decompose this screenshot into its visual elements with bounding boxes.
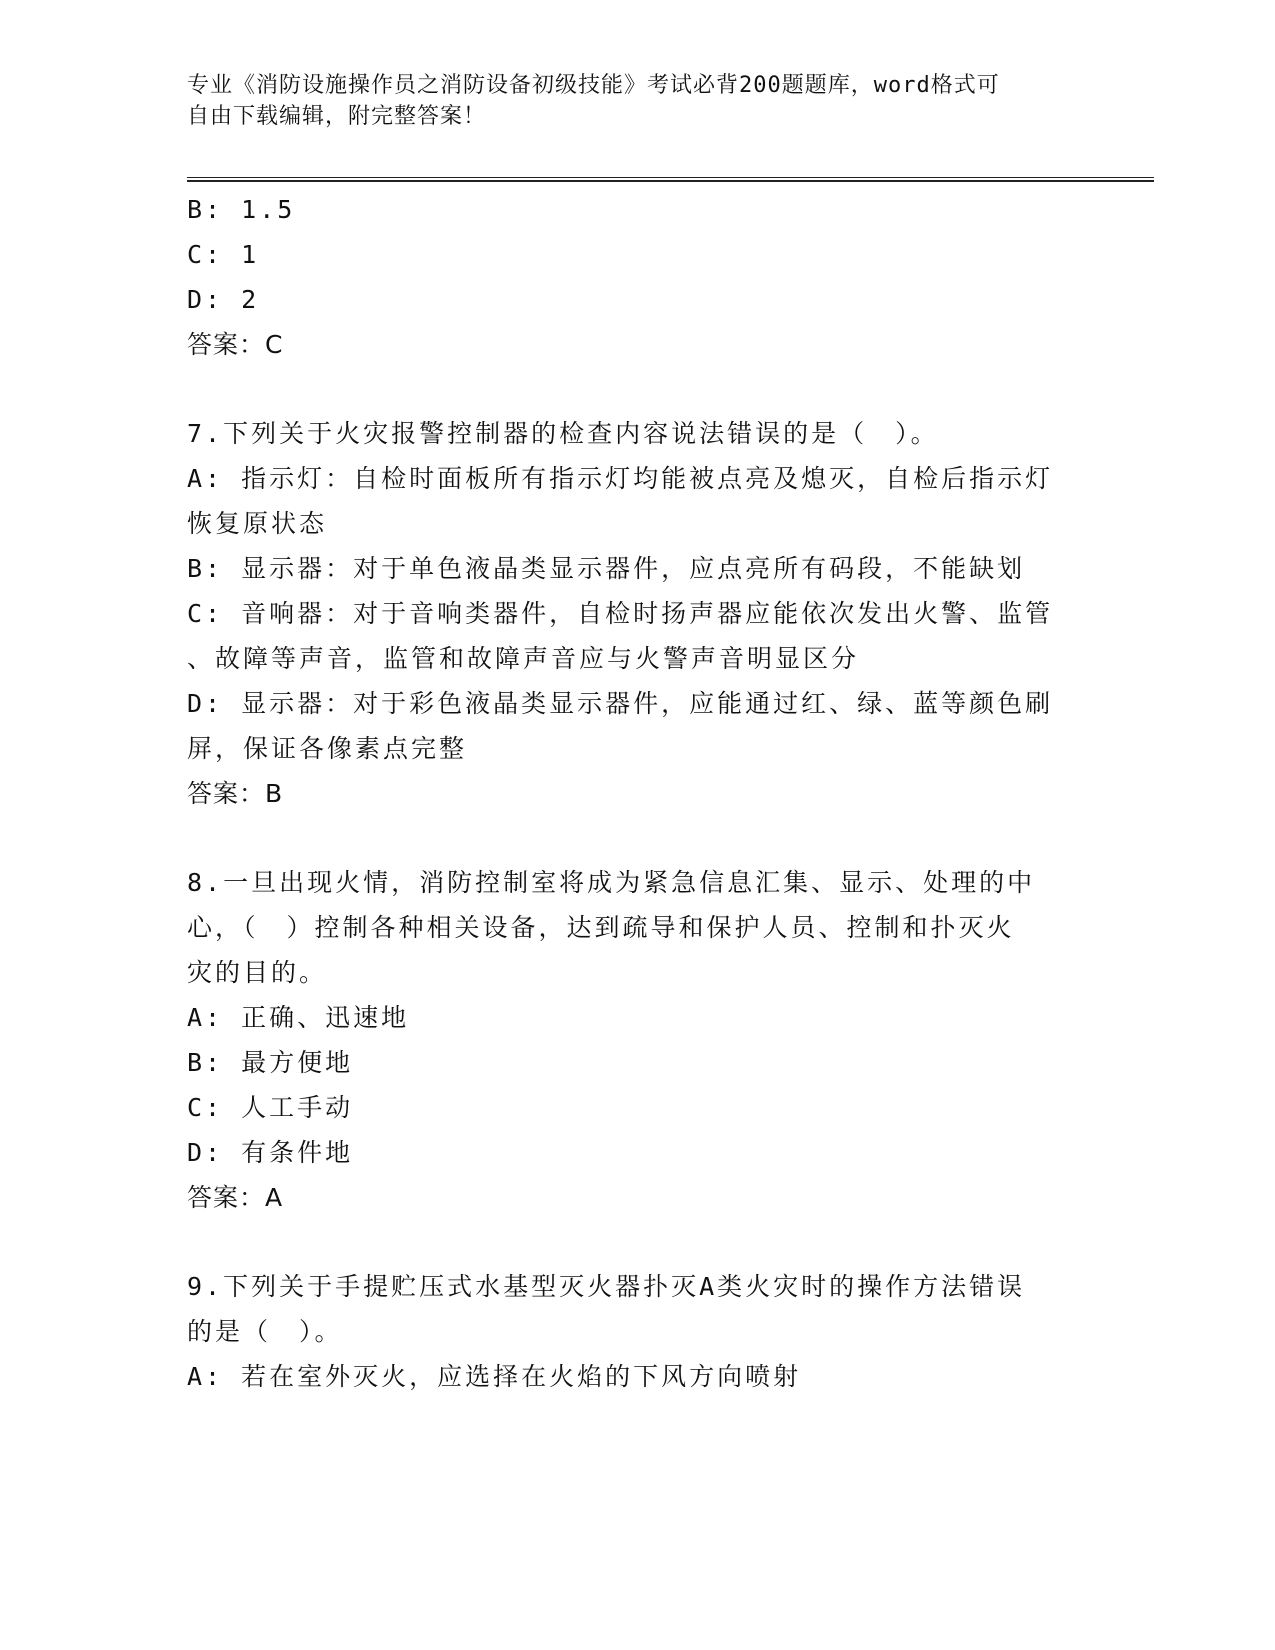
header-line-2: 自由下载编辑，附完整答案！: [187, 104, 487, 129]
option-d-continued: 屏，保证各像素点完整: [187, 734, 468, 763]
document-header: [187, 70, 1067, 132]
option-b: B: 最方便地: [187, 1048, 354, 1077]
question-7: [187, 411, 1087, 816]
question-stem-continued: 的是（ ）。: [187, 1317, 343, 1346]
option-d: D: 2: [187, 285, 260, 314]
answer: 答案：B: [187, 779, 284, 808]
question-stem-continued: 灾的目的。: [187, 958, 328, 987]
header-line-1: 专业《消防设施操作员之消防设备初级技能》考试必背200题题库，word格式可: [187, 73, 1000, 98]
option-c-continued: 、故障等声音，监管和故障声音应与火警声音明显区分: [187, 644, 860, 673]
option-c: C: 音响器：对于音响类器件，自检时扬声器应能依次发出火警、监管: [187, 599, 1054, 628]
option-b: B: 1.5: [187, 195, 296, 224]
question-stem-continued: 心，（ ）控制各种相关设备，达到疏导和保护人员、控制和扑灭火: [187, 913, 1015, 942]
question-stem: 9.下列关于手提贮压式水基型灭火器扑灭A类火灾时的操作方法错误: [187, 1272, 1026, 1301]
answer: 答案：C: [187, 330, 284, 359]
option-a: A: 正确、迅速地: [187, 1003, 410, 1032]
option-c: C: 人工手动: [187, 1093, 354, 1122]
option-d: D: 有条件地: [187, 1138, 354, 1167]
question-6-tail: [187, 187, 1087, 367]
header-divider: [187, 177, 1154, 182]
question-list: [187, 187, 1087, 1399]
question-8: [187, 860, 1087, 1220]
spacer: [187, 816, 1087, 860]
spacer: [187, 1220, 1087, 1264]
option-a: A: 若在室外灭火，应选择在火焰的下风方向喷射: [187, 1362, 802, 1391]
option-a-continued: 恢复原状态: [187, 509, 328, 538]
question-9: [187, 1264, 1087, 1399]
option-d: D: 显示器：对于彩色液晶类显示器件，应能通过红、绿、蓝等颜色刷: [187, 689, 1054, 718]
question-stem: 7.下列关于火灾报警控制器的检查内容说法错误的是（ ）。: [187, 419, 939, 448]
option-a: A: 指示灯：自检时面板所有指示灯均能被点亮及熄灭，自检后指示灯: [187, 464, 1054, 493]
option-b: B: 显示器：对于单色液晶类显示器件，应点亮所有码段，不能缺划: [187, 554, 1026, 583]
spacer: [187, 367, 1087, 411]
option-c: C: 1: [187, 240, 260, 269]
question-stem: 8.一旦出现火情，消防控制室将成为紧急信息汇集、显示、处理的中: [187, 868, 1036, 897]
answer: 答案：A: [187, 1183, 284, 1212]
